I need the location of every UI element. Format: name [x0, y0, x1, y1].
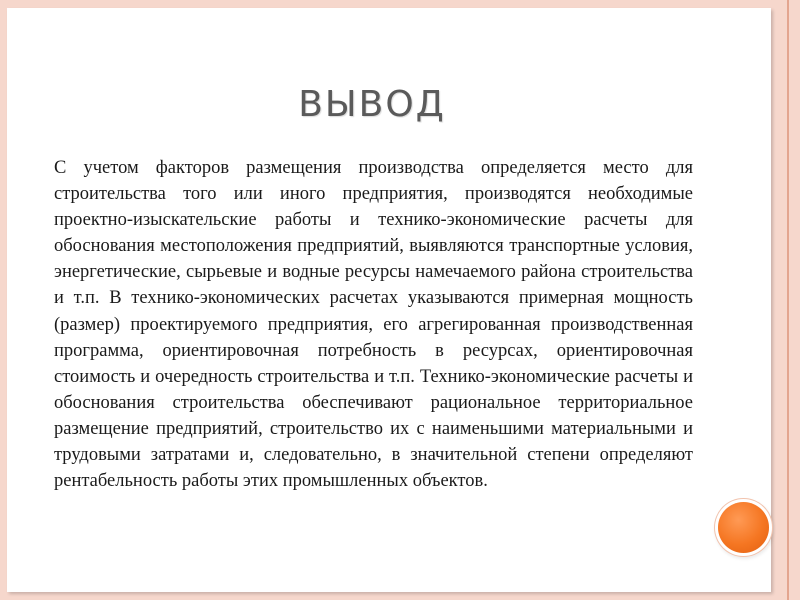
- decorative-side-band: [772, 0, 800, 600]
- slide-title: ВЫВОД: [298, 84, 446, 125]
- decorative-side-line: [787, 0, 789, 600]
- slide-content-area: [7, 8, 771, 592]
- slide-body-text: С учетом факторов размещения производства определяется место для строительства того или иного предприятия, производятся необходимые проектно-изыскательские работы и технико-экономические расчеты для обоснования местоположения предприятий, выявляются транспортные условия, энергетические, сырьевые и водные ресурсы намечаемого района строительства и т.п. В технико-экономических расчетах указываются примерная мощность (размер) проектируемого предприятия, его агрегированная производственная программа, ориентировочная потребность в ресурсах, ориентировочная стоимость и очередность строительства и т.п. Технико-экономические расчеты и обоснования строительства обеспечивают рациональное территориальное размещение предприятий, строительство их с наименьшими материальными и трудовыми затратами и, следовательно, в значительной степени определяют рентабельность работы этих промышленных объектов.: [54, 158, 693, 492]
- orange-circle-decoration: [718, 502, 769, 553]
